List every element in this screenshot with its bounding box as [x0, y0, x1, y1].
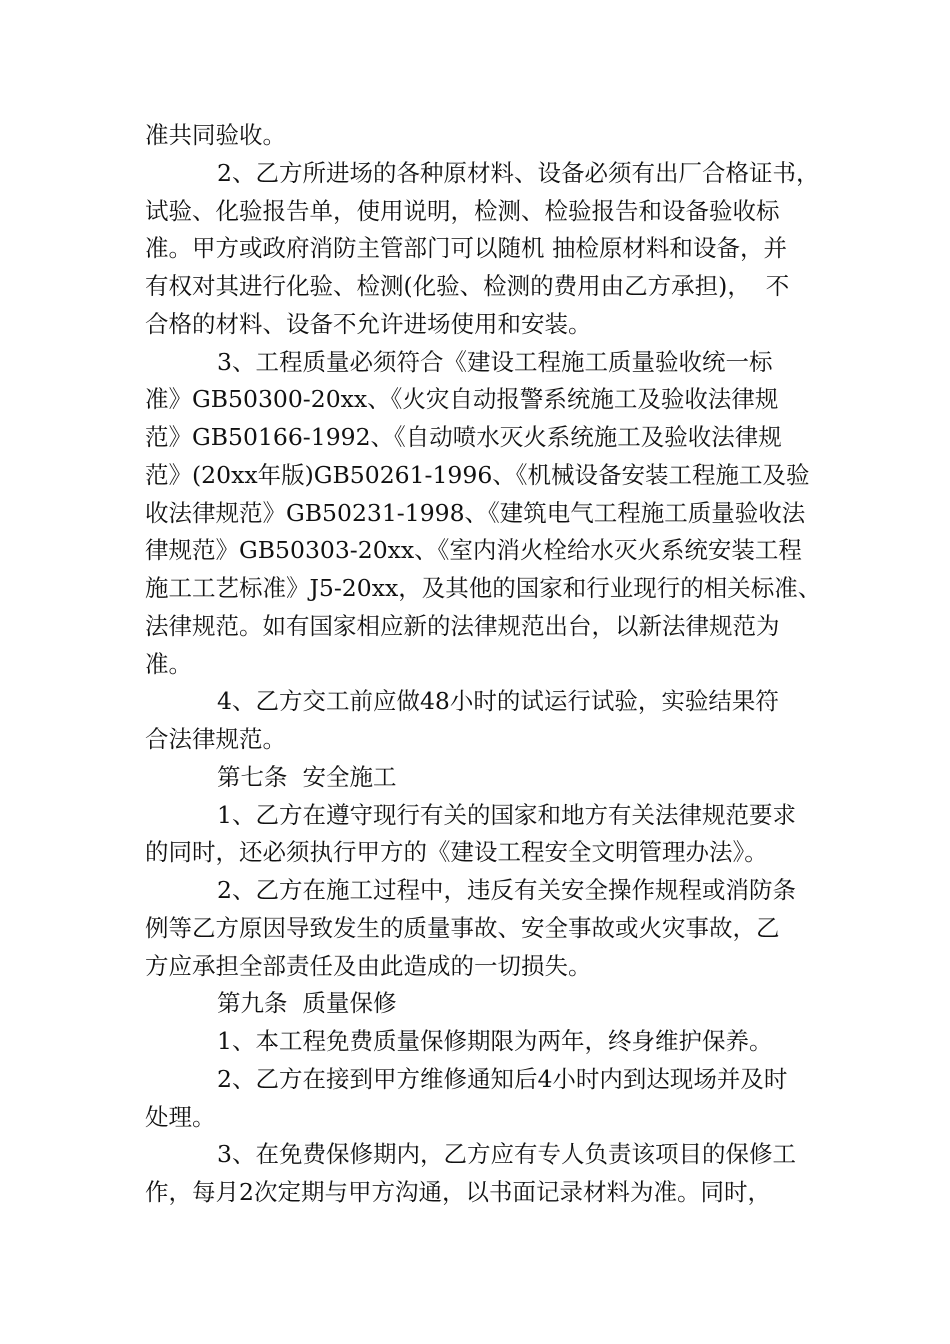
- text-line: 范》(20xx年版)GB50261-1996、《机械设备安装工程施工及验: [145, 460, 810, 489]
- text-line: 处理。: [145, 1102, 216, 1131]
- text-line: 2、乙方在施工过程中，违反有关安全操作规程或消防条: [217, 876, 796, 904]
- text-line: 有权对其进行化验、检测(化验、检测的费用由乙方承担)， 不: [145, 272, 790, 300]
- text-line: 准。: [145, 649, 192, 678]
- text-line: 作，每月2次定期与甲方沟通，以书面记录材料为准。同时，: [145, 1178, 771, 1206]
- text-line: 3、在免费保修期内，乙方应有专人负责该项目的保修工: [217, 1140, 796, 1169]
- text-line: 2、乙方所进场的各种原材料、设备必须有出厂合格证书，: [217, 158, 820, 187]
- text-line: 1、乙方在遵守现行有关的国家和地方有关法律规范要求: [217, 800, 796, 829]
- text-line: 合格的材料、设备不允许进场使用和安装。: [145, 309, 592, 338]
- text-line: 准。甲方或政府消防主管部门可以随机 抽检原材料和设备，并: [145, 234, 787, 263]
- text-line: 例等乙方原因导致发生的质量事故、安全事故或火灾事故，乙: [145, 913, 780, 942]
- text-line: 2、乙方在接到甲方维修通知后4小时内到达现场并及时: [217, 1064, 788, 1093]
- section-heading: 第七条 安全施工: [217, 762, 397, 791]
- text-line: 收法律规范》GB50231-1998、《建筑电气工程施工质量验收法: [145, 498, 806, 527]
- section-heading: 第九条 质量保修: [217, 989, 397, 1018]
- text-line: 施工工艺标准》J5-20xx，及其他的国家和行业现行的相关标准、: [145, 574, 822, 602]
- document-body: [145, 117, 835, 1212]
- text-line: 的同时，还必须执行甲方的《建设工程安全文明管理办法》。: [145, 838, 768, 867]
- text-line: 3、工程质量必须符合《建设工程施工质量验收统一标: [217, 347, 773, 376]
- text-line: 试验、化验报告单，使用说明，检测、检验报告和设备验收标: [145, 196, 780, 225]
- text-line: 方应承担全部责任及由此造成的一切损失。: [145, 951, 592, 980]
- text-line: 准》GB50300-20xx、《火灾自动报警系统施工及验收法律规: [145, 385, 779, 414]
- text-line: 律规范》GB50303-20xx、《室内消火栓给水灭火系统安装工程: [145, 536, 802, 565]
- text-line: 准共同验收。: [145, 121, 286, 149]
- text-line: 法律规范。如有国家相应新的法律规范出台，以新法律规范为: [145, 611, 780, 640]
- text-line: 4、乙方交工前应做48小时的试运行试验，实验结果符: [217, 687, 779, 716]
- text-line: 合法律规范。: [145, 725, 286, 753]
- text-line: 1、本工程免费质量保修期限为两年，终身维护保养。: [217, 1027, 773, 1055]
- text-line: 范》GB50166-1992、《自动喷水灭火系统施工及验收法律规: [145, 423, 782, 451]
